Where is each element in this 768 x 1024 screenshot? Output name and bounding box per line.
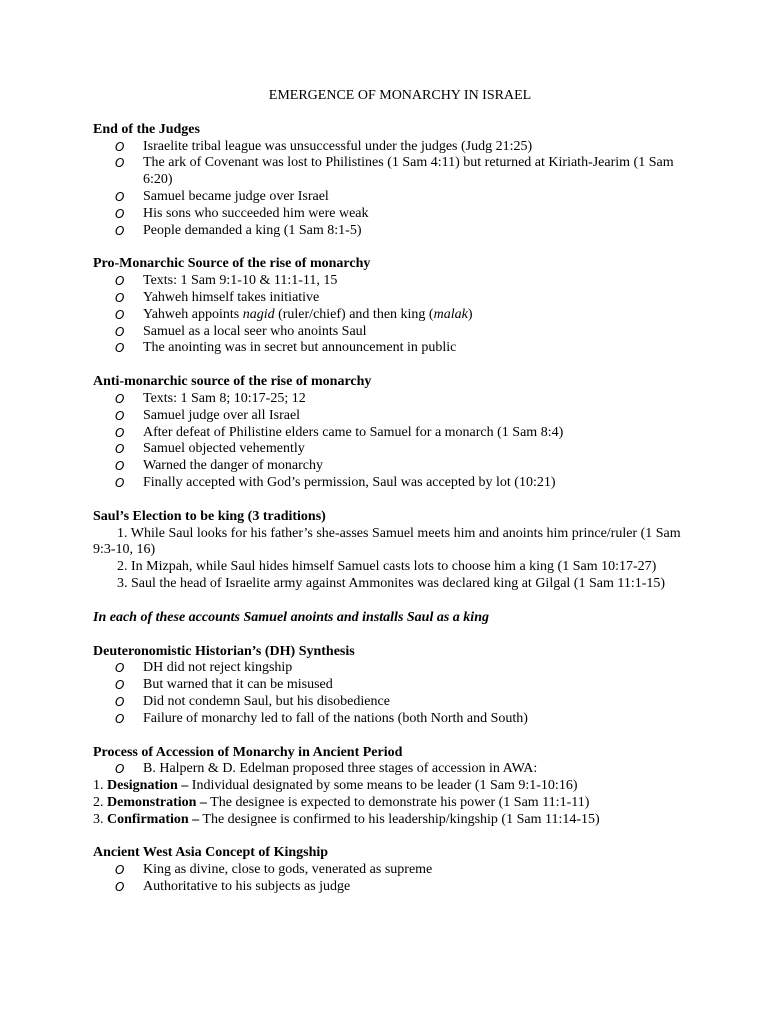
list-item: O Authoritative to his subjects as judge [115,879,351,895]
section-heading: Saul’s Election to be king (3 traditions) [93,508,326,524]
list-item: O People demanded a king (1 Sam 8:1-5) [115,222,362,238]
list-item: O After defeat of Philistine elders came to Samuel for a monarch (1 Sam 8:4) [115,424,564,440]
section-saul-election [93,509,693,593]
bullet-icon: O [115,711,125,726]
bullet-icon: O [115,290,125,305]
section-heading: Deuteronomistic Historian’s (DH) Synthesis [93,643,355,659]
list-item: O Samuel objected vehemently [115,441,305,457]
list-item: O Failure of monarchy led to fall of the nations (both North and South) [115,710,528,726]
document-page [93,88,693,913]
section-dh-synthesis [93,644,693,728]
bullet-icon: O [115,341,125,356]
list-item: 2. In Mizpah, while Saul hides himself Samuel casts lots to choose him a king (1 Sam 10:17-27) [117,559,657,575]
stage-item: 3. Confirmation – The designee is confirmed to his leadership/kingship (1 Sam 11:14-15) [93,811,600,827]
bullet-icon: O [115,762,125,777]
section-end-of-judges [93,122,693,240]
list-item: O Did not condemn Saul, but his disobedience [115,693,390,709]
section-heading: Pro-Monarchic Source of the rise of monarchy [93,256,371,272]
bullet-icon: O [115,206,125,221]
bullet-icon: O [115,274,125,289]
bullet-icon: O [115,880,125,895]
list-item: O But warned that it can be misused [115,677,333,693]
bullet-icon: O [115,694,125,709]
list-item: O DH did not reject kingship [115,660,293,676]
stage-term: Demonstration – [107,794,207,810]
stage-item: 2. Demonstration – The designee is expected to demonstrate his power (1 Sam 11:1-11) [93,794,590,810]
bullet-icon: O [115,442,125,457]
emphasis-statement: In each of these accounts Samuel anoints and installs Saul as a king [93,609,489,625]
list-item: O Warned the danger of monarchy [115,458,324,474]
section-heading: Anti-monarchic source of the rise of monarchy [93,374,372,390]
list-item: 3. Saul the head of Israelite army against Ammonites was declared king at Gilgal (1 Sam 11:1-15) [117,575,666,591]
section-pro-monarchic [93,256,693,357]
stage-item: 1. Designation – Individual designated by some means to be leader (1 Sam 9:1-10:16) [93,778,578,794]
bullet-list [93,391,693,492]
section-heading: Process of Accession of Monarchy in Ancient Period [93,744,403,760]
list-item: O Israelite tribal league was unsuccessful under the judges (Judg 21:25) [115,138,533,154]
bullet-icon: O [115,678,125,693]
bullet-icon: O [115,156,125,171]
list-item: O King as divine, close to gods, venerated as supreme [115,862,433,878]
stage-list [93,778,693,828]
list-item: O Samuel became judge over Israel [115,188,329,204]
bullet-icon: O [115,459,125,474]
bullet-icon: O [115,189,125,204]
bullet-icon: O [115,139,125,154]
list-item: O His sons who succeeded him were weak [115,205,369,221]
section-heading: Ancient West Asia Concept of Kingship [93,845,329,861]
bullet-list [93,273,693,357]
document-title: EMERGENCE OF MONARCHY IN ISRAEL [268,88,532,103]
bullet-icon: O [115,324,125,339]
list-item: O The anointing was in secret but announcement in public [115,340,457,356]
list-item: O Yahweh appoints nagid (ruler/chief) and then king (malak) [115,306,473,322]
list-item: 1. While Saul looks for his father’s she-asses Samuel meets him and anoints him prince/ruler (1 Sam 9:3-10, 16) [93,525,681,558]
list-item: O Samuel judge over all Israel [115,407,301,423]
list-item: O B. Halpern & D. Edelman proposed three stages of accession in AWA: [115,761,538,777]
bullet-list [93,660,693,727]
term-nagid: nagid [242,306,275,322]
bullet-icon: O [115,425,125,440]
list-item: O The ark of Covenant was lost to Philistines (1 Sam 4:11) but returned at Kiriath-Jearim (1 Sam 6:20) [115,155,674,188]
bullet-icon: O [115,307,125,322]
bullet-icon: O [115,223,125,238]
bullet-icon: O [115,408,125,423]
bullet-icon: O [115,661,125,676]
bullet-icon: O [115,863,125,878]
numbered-list [93,526,693,593]
list-item: O Samuel as a local seer who anoints Saul [115,323,367,339]
section-awa-kingship [93,845,693,895]
section-anti-monarchic [93,374,693,492]
list-item: O Texts: 1 Sam 8; 10:17-25; 12 [115,390,306,406]
bullet-list [93,761,693,778]
stage-term: Designation – [107,778,189,794]
section-process-accession [93,745,693,829]
bullet-icon: O [115,475,125,490]
list-item: O Texts: 1 Sam 9:1-10 & 11:1-11, 15 [115,273,338,289]
bullet-icon: O [115,391,125,406]
bullet-list [93,862,693,896]
list-item: O Yahweh himself takes initiative [115,289,320,305]
stage-term: Confirmation – [107,811,200,827]
bullet-list [93,139,693,240]
term-malak: malak [433,306,468,322]
section-heading: End of the Judges [93,121,200,137]
list-item: O Finally accepted with God’s permission, Saul was accepted by lot (10:21) [115,474,556,490]
